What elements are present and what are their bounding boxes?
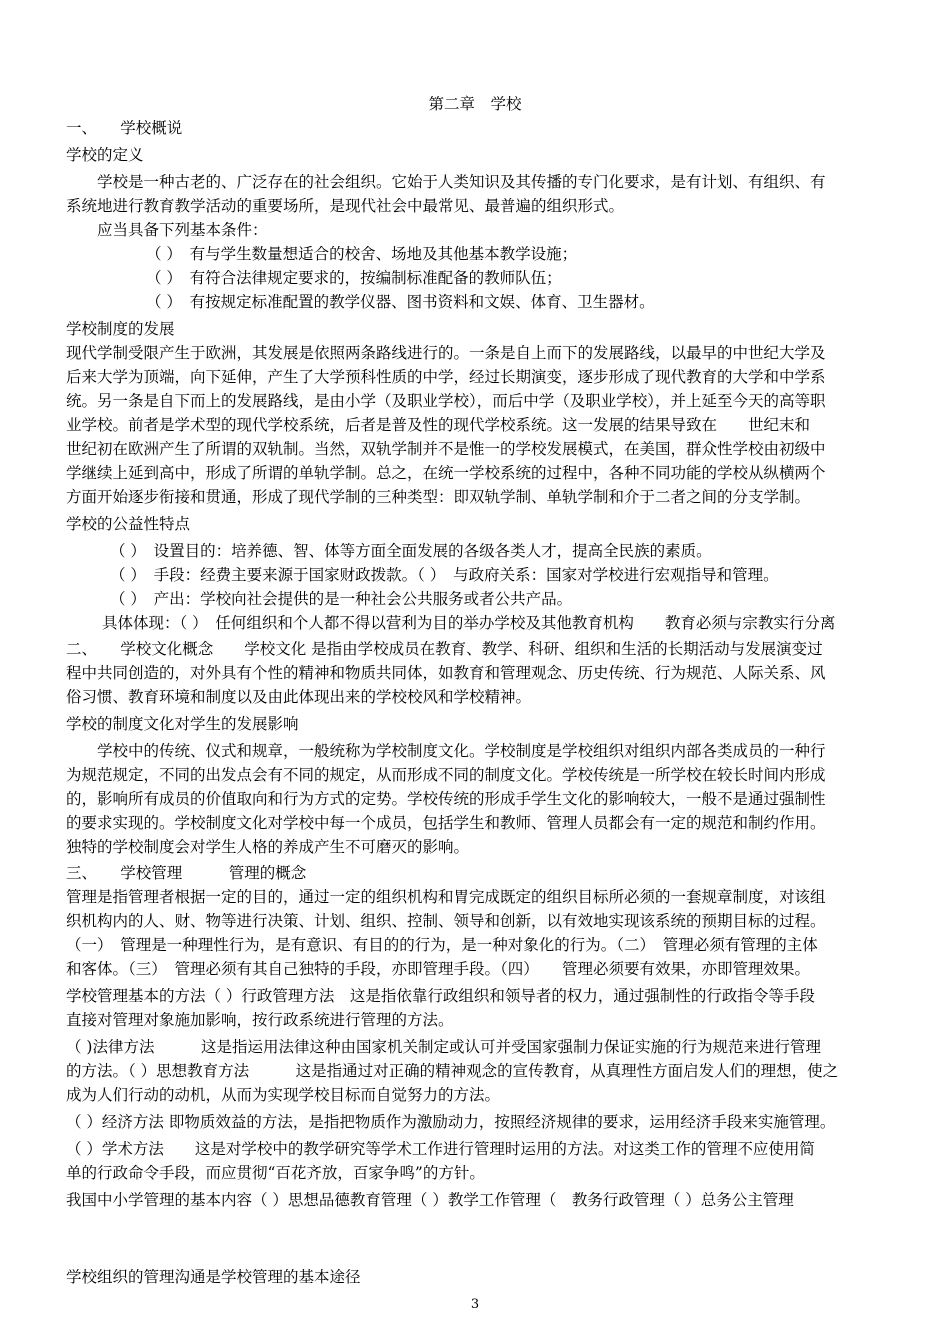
subsection-heading: 学校的制度文化对学生的发展影响 (66, 715, 299, 733)
list-item: （ ） 有与学生数量想适合的校舍、场地及其他基本教学设施； (146, 245, 578, 263)
section-heading: 二、 学校文化概念 学校文化 是指由学校成员在教育、教学、科研、组织和生活的长期活动与发展演变过 (66, 640, 823, 658)
paragraph-line: 的要求实现的。学校制度文化对学校中每一个成员，包括学生和教师、管理人员都会有一定的规范和制约作用。 (66, 814, 826, 832)
section-heading: 一、 学校概说 (66, 119, 183, 137)
paragraph-line: 统。另一条是自下而上的发展路线，是由小学（及职业学校），而后中学（及职业学校），并上延至今天的高等职 (66, 392, 826, 410)
list-item: （ ） 设置目的：培养德、智、体等方面全面发展的各级各类人才，提高全民族的素质。 (110, 542, 712, 560)
paragraph-line: 俗习惯、教育环境和制度以及由此体现出来的学校校风和学校精神。 (66, 688, 532, 706)
paragraph-line: 成为人们行动的动机，从而为实现学校目标而自觉努力的方法。 (66, 1086, 501, 1104)
paragraph-line: 学校中的传统、仪式和规章，一般统称为学校制度文化。学校制度是学校组织对组织内部各类成员的一种行 (66, 742, 826, 760)
paragraph-line: 管理是指管理者根据一定的目的，通过一定的组织机构和胃完成既定的组织目标所必须的一套规章制度，对该组 (66, 888, 826, 906)
paragraph-line: 为规范规定，不同的出发点会有不同的规定，从而形成不同的制度文化。学校传统是一所学校在较长时间内形成 (66, 766, 826, 784)
list-item: （ ） 产出：学校向社会提供的是一种社会公共服务或者公共产品。 (110, 590, 573, 608)
paragraph-line: 学校组织的管理沟通是学校管理的基本途径 (66, 1268, 361, 1286)
paragraph-line: 独特的学校制度会对学生人格的养成产生不可磨灭的影响。 (66, 838, 470, 856)
paragraph-line: （ ）经济方法 即物质效益的方法，是指把物质作为激励动力，按照经济规律的要求，运用经济手段来实施管理。 (66, 1113, 836, 1131)
paragraph-line: 学继续上延到高中，形成了所谓的单轨学制。总之，在统一学校系统的过程中，各种不同功能的学校从纵横两个 (66, 464, 826, 482)
section-heading: 三、 学校管理 管理的概念 (66, 864, 307, 882)
paragraph-line: 单的行政命令手段，而应贯彻“百花齐放，百家争鸣”的方针。 (66, 1164, 485, 1182)
list-item: （ ） 有符合法律规定要求的，按编制标准配备的教师队伍； (146, 269, 562, 287)
paragraph-line: 方面开始逐步衔接和贯通，形成了现代学制的三种类型：即双轨学制、单轨学制和介于二者之间的分支学制。 (66, 488, 811, 506)
chapter-title: 第二章 学校 (428, 95, 522, 113)
paragraph-line: 直接对管理对象施加影响，按行政系统进行管理的方法。 (66, 1011, 454, 1029)
subsection-heading: 学校的定义 (66, 146, 144, 164)
subsection-heading: 学校制度的发展 (66, 320, 175, 338)
paragraph-line: 我国中小学管理的基本内容（ ）思想品德教育管理（ ）教学工作管理（ 教务行政管理（ ）总务公主管理 (66, 1191, 794, 1209)
paragraph-line: 业学校。前者是学术型的现代学校系统，后者是普及性的现代学校系统。这一发展的结果导致在 世纪末和 (66, 416, 811, 434)
paragraph-line: 学校是一种古老的、广泛存在的社会组织。它始于人类知识及其传播的专门化要求，是有计划、有组织、有 (66, 173, 826, 191)
paragraph-line: 世纪初在欧洲产生了所谓的双轨制。当然，双轨学制并不是惟一的学校发展模式，在美国，群众性学校由初级中 (66, 440, 826, 458)
paragraph-line: 程中共同创造的，对外具有个性的精神和物质共同体，如教育和管理观念、历史传统、行为规范、人际关系、风 (66, 664, 826, 682)
paragraph-line: 后来大学为顶端，向下延伸，产生了大学预科性质的中学，经过长期演变，逐步形成了现代教育的大学和中学系 (66, 368, 826, 386)
paragraph-line: 织机构内的人、财、物等进行决策、计划、组织、控制、领导和创新，以有效地实现该系统的预期目标的过程。 (66, 912, 826, 930)
paragraph-line: 系统地进行教育教学活动的重要场所，是现代社会中最常见、最普遍的组织形式。 (66, 197, 625, 215)
list-item: （ ） 手段：经费主要来源于国家财政拨款。（ ） 与政府关系：国家对学校进行宏观指导和管理。 (110, 566, 779, 584)
paragraph-line: 应当具备下列基本条件： (66, 221, 268, 239)
paragraph-line: 的，影响所有成员的价值取向和行为方式的定势。学校传统的形成手学生文化的影响较大，一般不是通过强制性 (66, 790, 826, 808)
list-item: （ ） 有按规定标准配置的教学仪器、图书资料和文娱、体育、卫生器材。 (146, 293, 655, 311)
paragraph-line: （一） 管理是一种理性行为，是有意识、有目的的行为，是一种对象化的行为。（二） 管理必须有管理的主体 (66, 936, 818, 954)
subsection-heading: 学校的公益性特点 (66, 515, 191, 533)
paragraph-line: 具体体现：（ ） 任何组织和个人都不得以营利为目的举办学校及其他教育机构 教育必须与宗教实行分离 (102, 614, 836, 632)
paragraph-line: （ ）学术方法 这是对学校中的教学研究等学术工作进行管理时运用的方法。对这类工作的管理不应使用简 (66, 1140, 815, 1158)
page-number: 3 (470, 1297, 480, 1312)
paragraph-line: 学校管理基本的方法（ ）行政管理方法 这是指依靠行政组织和领导者的权力，通过强制性的行政指令等手段 (66, 987, 815, 1005)
paragraph-line: 现代学制受限产生于欧洲，其发展是依照两条路线进行的。一条是自上而下的发展路线，以最早的中世纪大学及 (66, 344, 826, 362)
paragraph-line: （ )法律方法 这是指运用法律这种由国家机关制定或认可并受国家强制力保证实施的行为规范来进行管理 (66, 1038, 821, 1056)
paragraph-line: 的方法。（ ）思想教育方法 这是指通过对正确的精神观念的宣传教育，从真理性方面启发人们的理想，使之 (66, 1062, 839, 1080)
paragraph-line: 和客体。（三） 管理必须有其自己独特的手段，亦即管理手段。（四） 管理必须要有效果，亦即管理效果。 (66, 960, 811, 978)
